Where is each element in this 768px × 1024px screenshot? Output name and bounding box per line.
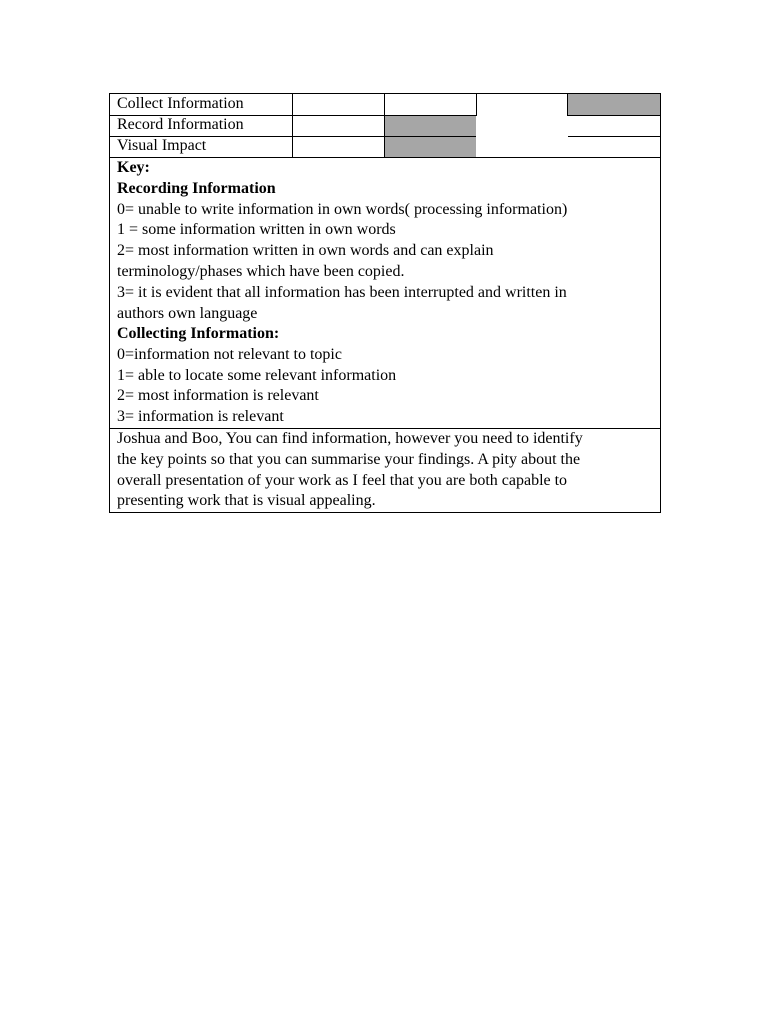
row-label-visual-impact: Visual Impact <box>117 137 207 154</box>
row3-bottom-border <box>109 157 661 158</box>
collecting-line: 2= most information is relevant <box>117 387 319 404</box>
table-left-border <box>109 93 110 513</box>
row2-bottom-border-right <box>568 136 661 137</box>
collecting-line: 3= information is relevant <box>117 408 284 425</box>
row-label-collect-information: Collect Information <box>117 95 244 112</box>
recording-information-title: Recording Information <box>117 180 276 197</box>
shaded-cell-row3-col3 <box>385 136 476 157</box>
recording-line: authors own language <box>117 305 258 322</box>
collecting-line: 0=information not relevant to topic <box>117 346 342 363</box>
collecting-line: 1= able to locate some relevant information <box>117 367 397 384</box>
recording-line: 0= unable to write information in own words( processing information) <box>117 201 568 218</box>
comment-line: the key points so that you can summarise your findings. A pity about the <box>117 451 581 468</box>
row-label-record-information: Record Information <box>117 116 244 133</box>
table-right-border <box>660 93 661 513</box>
row1-bottom-border-right <box>568 115 661 116</box>
col5-border <box>567 93 568 116</box>
col2-border <box>292 93 293 158</box>
comment-line: overall presentation of your work as I feel that you are both capable to <box>117 472 568 489</box>
col4-border-top <box>476 93 477 116</box>
shaded-cell-row1-col5 <box>568 94 660 115</box>
key-heading: Key: <box>117 159 150 176</box>
collecting-information-title: Collecting Information: <box>117 325 280 342</box>
recording-line: 2= most information written in own words and can explain <box>117 242 494 259</box>
comment-line: Joshua and Boo, You can find information, however you need to identify <box>117 430 583 447</box>
comment-line: presenting work that is visual appealing. <box>117 492 376 509</box>
recording-line: terminology/phases which have been copied. <box>117 263 405 280</box>
shaded-cell-row2-col3 <box>385 115 476 136</box>
table-bottom-border <box>109 512 661 513</box>
col3-border <box>384 93 385 158</box>
recording-line: 3= it is evident that all information has been interrupted and written in <box>117 284 567 301</box>
recording-line: 1 = some information written in own words <box>117 221 396 238</box>
